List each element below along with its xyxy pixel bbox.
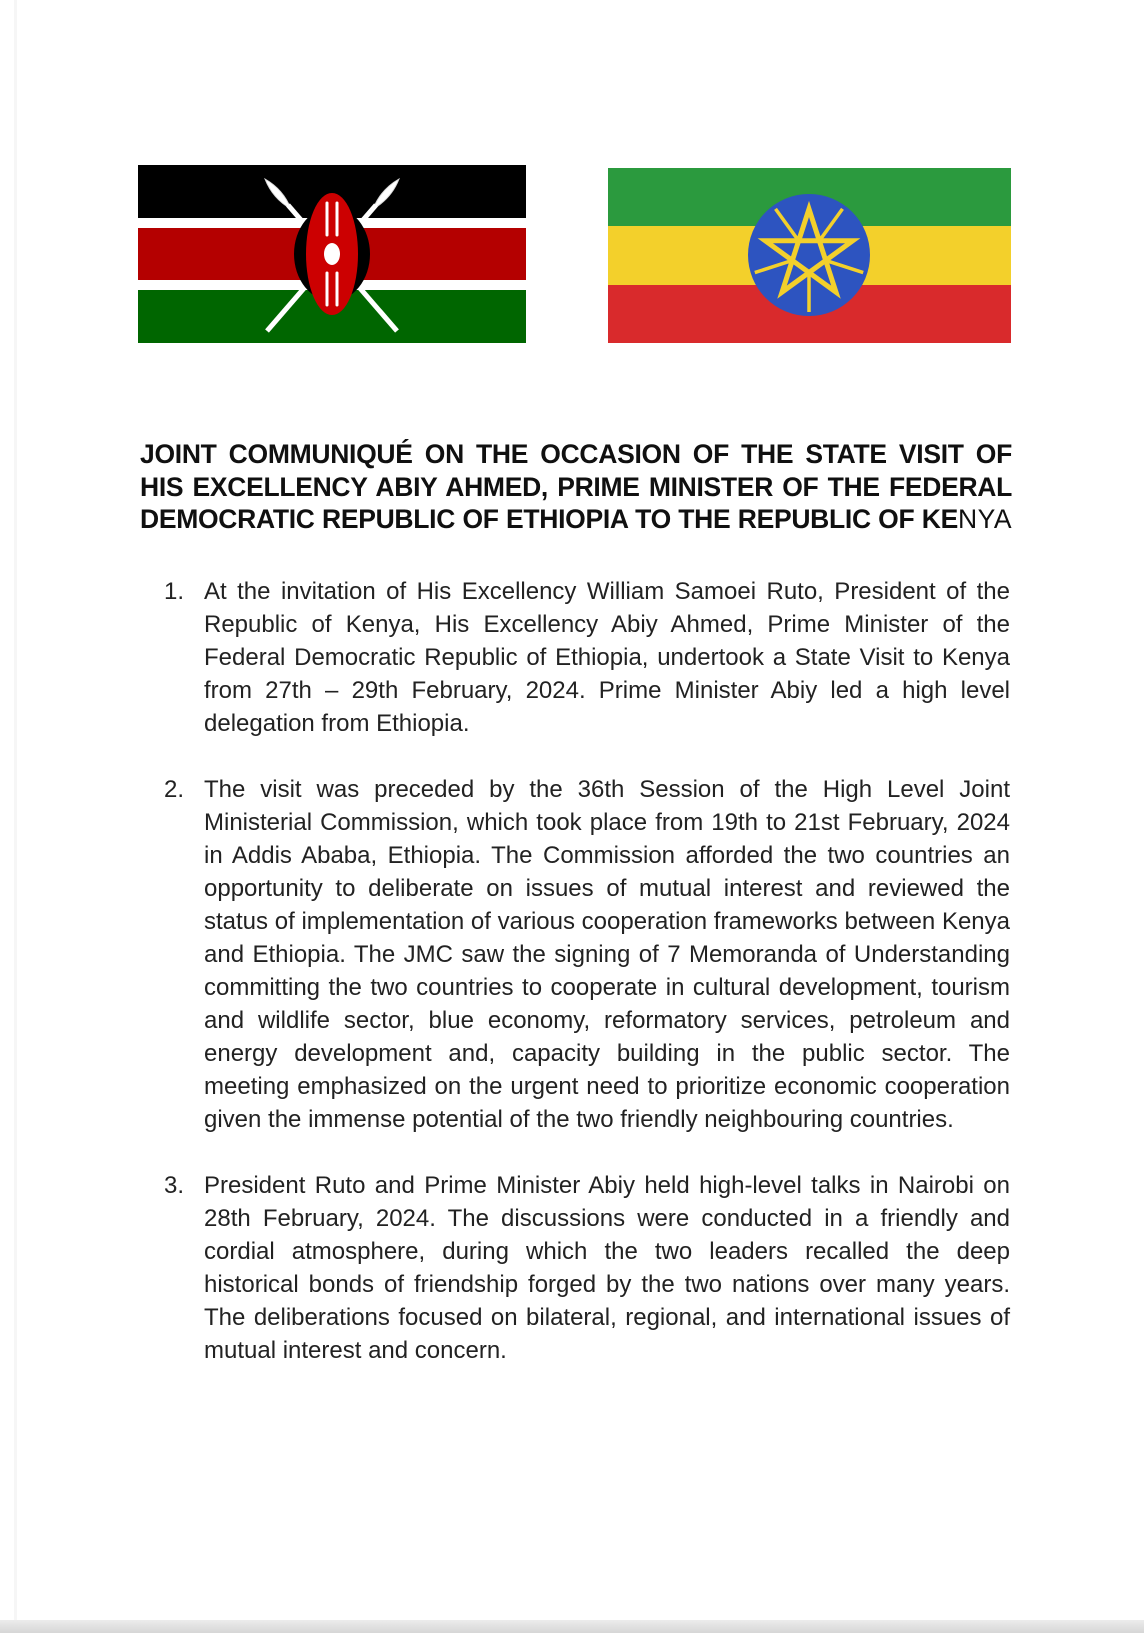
ethiopia-flag (608, 168, 1011, 343)
page-left-edge (14, 0, 17, 1620)
paragraph-2-number: 2. (164, 776, 185, 803)
title-line-3-main: DEMOCRATIC REPUBLIC OF ETHIOPIA TO THE REPUBLIC OF KE (140, 504, 958, 534)
page-bottom-edge (0, 1620, 1144, 1633)
paragraph-1 (164, 575, 1010, 740)
paragraph-1-text: At the invitation of His Excellency William Samoei Ruto, President of the Republic of Kenya, His Excellency Abiy Ahmed, Prime Minister of the Federal Democratic Republic of Ethiopia, undertook a State Visit to Kenya from 27th – 29th February, 2024. Prime Minister Abiy led a high level delegation from Ethiopia. (204, 578, 1010, 737)
paragraph-3-number: 3. (164, 1172, 185, 1199)
paragraph-3 (164, 1169, 1010, 1367)
document-body (164, 575, 1010, 1400)
paragraph-2 (164, 773, 1010, 1136)
title-line-3-tail: NYA (957, 504, 1012, 534)
paragraph-2-text: The visit was preceded by the 36th Session of the High Level Joint Ministerial Commission, which took place from 19th to 21st February, 2024 in Addis Ababa, Ethiopia. The Commission afforded the two countries an opportunity to deliberate on issues of mutual interest and reviewed the status of implementation of various cooperation frameworks between Kenya and Ethiopia. The JMC saw the signing of 7 Memoranda of Understanding committing the two countries to cooperate in cultural development, tourism and wildlife sector, blue economy, reformatory services, petroleum and energy development and, capacity building in the public sector. The meeting emphasized on the urgent need to prioritize economic cooperation given the immense potential of the two friendly neighbouring countries. (204, 776, 1010, 1133)
title-line-1: JOINT COMMUNIQUÉ ON THE OCCASION OF THE STATE VISIT OF (140, 439, 1012, 469)
kenya-flag (138, 165, 526, 343)
document-title (140, 438, 1012, 536)
star-of-ethiopia-icon (748, 194, 870, 316)
title-line-2: HIS EXCELLENCY ABIY AHMED, PRIME MINISTER OF THE FEDERAL (140, 471, 1012, 502)
paragraph-1-number: 1. (164, 578, 185, 605)
title-line-3 (140, 503, 1012, 536)
paragraph-3-text: President Ruto and Prime Minister Abiy held high-level talks in Nairobi on 28th February, 2024. The discussions were conducted in a friendly and cordial atmosphere, during which the two leaders recalled the deep historical bonds of friendship forged by the two nations over many years. The deliberations focused on bilateral, regional, and international issues of mutual interest and concern. (204, 1172, 1010, 1364)
